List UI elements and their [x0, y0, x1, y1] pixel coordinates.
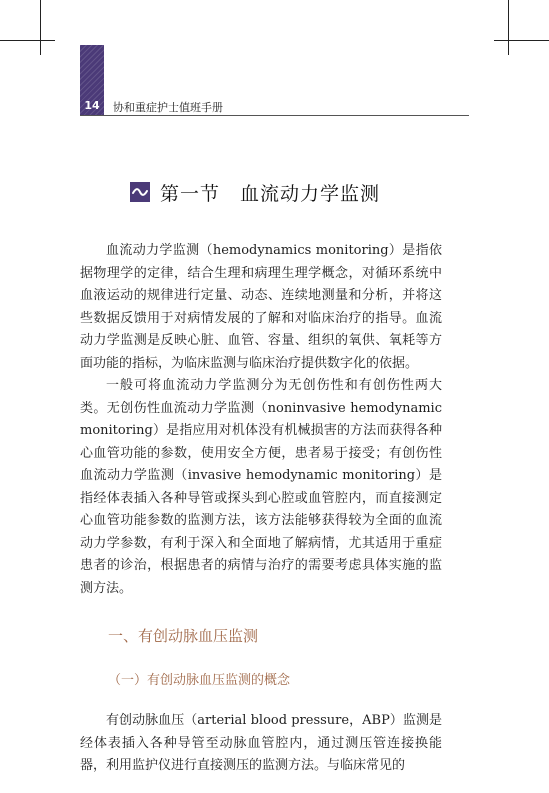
body-text [80, 240, 442, 600]
header-divider [80, 115, 469, 116]
body-text [80, 710, 442, 778]
book-title: 协和重症护士值班手册 [113, 101, 223, 114]
heading-level1: 一、有创动脉血压监测 [108, 627, 259, 645]
section-title-text: 第一节 血流动力学监测 [160, 182, 381, 205]
crop-mark [508, 0, 509, 55]
crop-mark [494, 40, 549, 41]
paragraph: 血流动力学监测（hemodynamics monitoring）是指依据物理学的定律，结合生理和病理生理学概念，对循环系统中血液运动的规律进行定量、动态、连续地测量和分析，并将这些数据反馈用于对病情发展的了解和对临床治疗的指导。血流动力学监测是反映心脏、血管、容量、组织的氧供、氧耗等方面功能的指标，为临床监测与临床治疗提供数字化的依据。 [80, 243, 442, 371]
paragraph: 一般可将血流动力学监测分为无创伤性和有创伤性两大类。无创伤性血流动力学监测（noninvasive hemodynamic monitoring）是指应用对机体没有机械损害的方法而获得各种心血管功能的参数，使用安全方便，患者易于接受；有创伤性血流动力学监测（invasive hemodynamic monitoring）是指经体表插入各种导管或探头到心腔或血管腔内，而直接测定心血管功能参数的监测方法，该方法能够获得较为全面的血流动力学参数，有利于深入和全面地了解病情，尤其适用于重症患者的诊治，根据患者的病情与治疗的需要考虑具体实施的监测方法。 [80, 378, 442, 596]
crop-mark [40, 0, 41, 55]
section-title [130, 178, 380, 206]
page-number: 14 [84, 99, 100, 112]
wave-icon [130, 182, 150, 202]
paragraph: 有创动脉血压（arterial blood pressure，ABP）监测是经体表插入各种导管至动脉血管腔内，通过测压管连接换能器，利用监护仪进行直接测压的监测方法。与临床常见的 [80, 713, 442, 773]
crop-mark [0, 40, 55, 41]
heading-level2: （一）有创动脉血压监测的概念 [108, 673, 291, 688]
